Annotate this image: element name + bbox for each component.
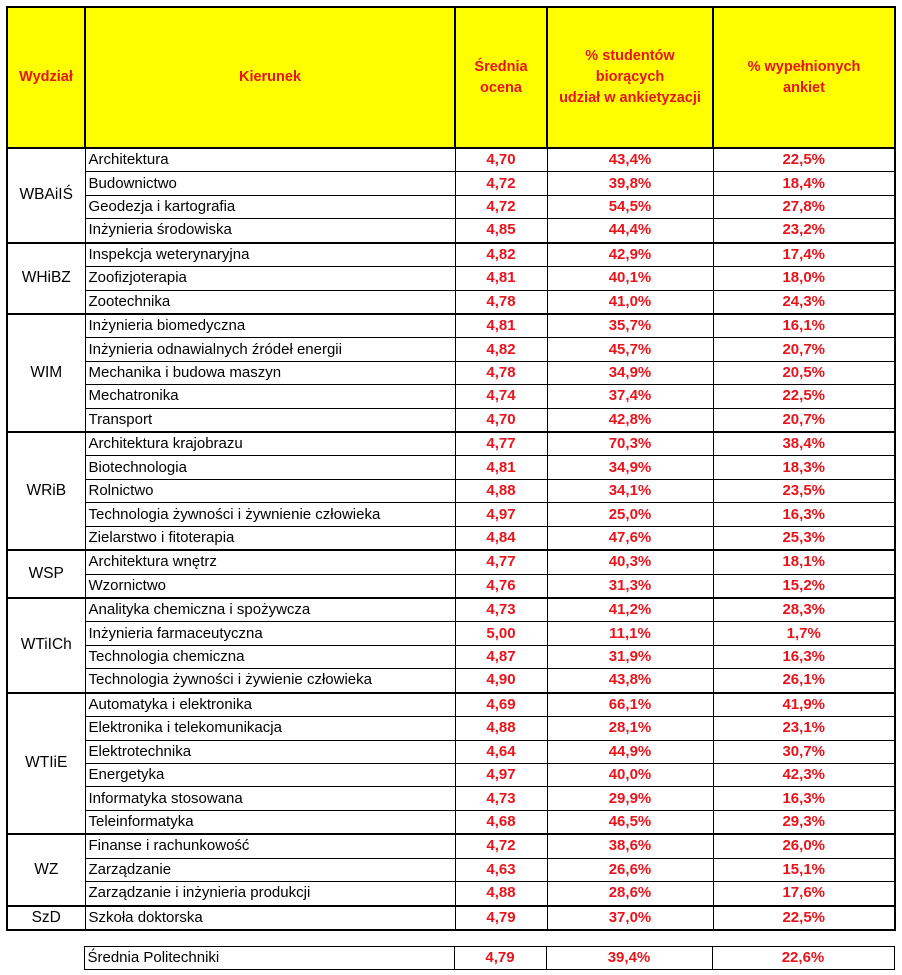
pct-surveys: 18,3%: [713, 456, 895, 479]
header-pct-students-line: % studentów: [585, 48, 675, 64]
program-name: Energetyka: [85, 763, 455, 786]
pct-surveys: 22,5%: [713, 148, 895, 172]
pct-students: 42,8%: [547, 408, 713, 432]
pct-surveys: 16,1%: [713, 314, 895, 338]
table-row: [7, 858, 895, 881]
average-score: 4,72: [455, 834, 547, 858]
header-pct-students-line: biorących: [595, 69, 665, 85]
pct-students: 31,3%: [547, 574, 713, 598]
pct-surveys: 1,7%: [713, 622, 895, 645]
table-row: [7, 550, 895, 574]
pct-surveys: 25,3%: [713, 526, 895, 550]
pct-students: 29,9%: [547, 787, 713, 810]
program-name: Elektronika i telekomunikacja: [85, 717, 455, 740]
average-score: 4,74: [455, 385, 547, 408]
pct-students: 43,8%: [547, 669, 713, 693]
program-name: Zoofizjoterapia: [85, 267, 455, 290]
header-pct-students: [547, 7, 713, 148]
average-score: 4,81: [455, 314, 547, 338]
table-row: [7, 432, 895, 456]
average-score: 4,81: [455, 267, 547, 290]
table-row: [7, 267, 895, 290]
pct-surveys: 16,3%: [713, 787, 895, 810]
table-row: [7, 526, 895, 550]
pct-students: 40,1%: [547, 267, 713, 290]
header-pct-surveys: [713, 7, 895, 148]
program-name: Automatyka i elektronika: [85, 693, 455, 717]
program-name: Zarządzanie: [85, 858, 455, 881]
average-score: 4,73: [455, 598, 547, 622]
pct-surveys: 26,0%: [713, 834, 895, 858]
table-row: [7, 172, 895, 195]
table-row: [7, 195, 895, 218]
program-name: Analityka chemiczna i spożywcza: [85, 598, 455, 622]
summary-blank-cell: [6, 947, 84, 970]
summary-row: [6, 947, 894, 970]
table-row: [7, 787, 895, 810]
program-name: Inżynieria odnawialnych źródeł energii: [85, 338, 455, 361]
table-row: [7, 598, 895, 622]
average-score: 4,84: [455, 526, 547, 550]
pct-students: 44,4%: [547, 219, 713, 243]
table-row: [7, 574, 895, 598]
pct-students: 34,9%: [547, 361, 713, 384]
pct-surveys: 18,1%: [713, 550, 895, 574]
program-name: Inżynieria farmaceutyczna: [85, 622, 455, 645]
table-row: [7, 219, 895, 243]
table-body: [7, 148, 895, 930]
pct-surveys: 22,5%: [713, 906, 895, 930]
table-row: [7, 740, 895, 763]
average-score: 4,82: [455, 243, 547, 267]
program-name: Architektura wnętrz: [85, 550, 455, 574]
pct-students: 34,1%: [547, 479, 713, 502]
pct-surveys: 16,3%: [713, 645, 895, 668]
average-score: 4,64: [455, 740, 547, 763]
header-pct-surveys-line: ankiet: [783, 79, 825, 96]
program-name: Biotechnologia: [85, 456, 455, 479]
average-score: 4,68: [455, 810, 547, 834]
average-score: 4,82: [455, 338, 547, 361]
table-row: [7, 456, 895, 479]
header-pct-students-line: udział w ankietyzacji: [559, 90, 701, 106]
average-score: 4,88: [455, 717, 547, 740]
pct-surveys: 23,1%: [713, 717, 895, 740]
program-name: Rolnictwo: [85, 479, 455, 502]
average-score: 4,81: [455, 456, 547, 479]
pct-surveys: 38,4%: [713, 432, 895, 456]
pct-students: 66,1%: [547, 693, 713, 717]
table-row: [7, 503, 895, 526]
average-score: 4,97: [455, 763, 547, 786]
average-score: 4,73: [455, 787, 547, 810]
program-name: Architektura: [85, 148, 455, 172]
pct-students: 40,3%: [547, 550, 713, 574]
pct-surveys: 27,8%: [713, 195, 895, 218]
program-name: Inżynieria środowiska: [85, 219, 455, 243]
table-row: [7, 763, 895, 786]
table-row: [7, 810, 895, 834]
pct-surveys: 23,5%: [713, 479, 895, 502]
pct-surveys: 20,7%: [713, 408, 895, 432]
pct-surveys: 20,5%: [713, 361, 895, 384]
program-name: Architektura krajobrazu: [85, 432, 455, 456]
header-row: [7, 7, 895, 148]
summary-table: [6, 946, 895, 970]
faculty-cell: WZ: [7, 834, 85, 905]
pct-surveys: 20,7%: [713, 338, 895, 361]
table-row: [7, 408, 895, 432]
average-score: 4,88: [455, 479, 547, 502]
pct-students: 44,9%: [547, 740, 713, 763]
faculty-cell: WHiBZ: [7, 243, 85, 314]
program-name: Szkoła doktorska: [85, 906, 455, 930]
average-score: 4,70: [455, 408, 547, 432]
table-row: [7, 385, 895, 408]
table-row: [7, 834, 895, 858]
pct-students: 34,9%: [547, 456, 713, 479]
pct-students: 38,6%: [547, 834, 713, 858]
program-name: Zootechnika: [85, 290, 455, 314]
average-score: 4,88: [455, 882, 547, 906]
program-name: Wzornictwo: [85, 574, 455, 598]
results-table: [6, 6, 896, 931]
program-name: Zarządzanie i inżynieria produkcji: [85, 882, 455, 906]
pct-surveys: 26,1%: [713, 669, 895, 693]
program-name: Technologia żywności i żywienie człowieka: [85, 669, 455, 693]
pct-surveys: 18,4%: [713, 172, 895, 195]
header-average-line: ocena: [480, 79, 522, 96]
faculty-cell: WTIiE: [7, 693, 85, 835]
table-row: [7, 669, 895, 693]
table-row: [7, 717, 895, 740]
average-score: 4,78: [455, 290, 547, 314]
table-row: [7, 622, 895, 645]
pct-students: 37,4%: [547, 385, 713, 408]
faculty-cell: WBAiIŚ: [7, 148, 85, 243]
pct-surveys: 30,7%: [713, 740, 895, 763]
average-score: 4,90: [455, 669, 547, 693]
pct-students: 43,4%: [547, 148, 713, 172]
pct-students: 45,7%: [547, 338, 713, 361]
program-name: Technologia chemiczna: [85, 645, 455, 668]
pct-students: 41,2%: [547, 598, 713, 622]
summary-label: Średnia Politechniki: [84, 947, 454, 970]
pct-students: 28,1%: [547, 717, 713, 740]
average-score: 4,85: [455, 219, 547, 243]
table-row: [7, 338, 895, 361]
pct-surveys: 17,4%: [713, 243, 895, 267]
summary-average: 4,79: [454, 947, 546, 970]
header-program: Kierunek: [85, 7, 455, 148]
faculty-cell: SzD: [7, 906, 85, 930]
header-pct-surveys-line: % wypełnionych: [747, 58, 861, 75]
table-row: [7, 693, 895, 717]
pct-surveys: 41,9%: [713, 693, 895, 717]
average-score: 4,76: [455, 574, 547, 598]
pct-students: 28,6%: [547, 882, 713, 906]
pct-students: 70,3%: [547, 432, 713, 456]
pct-surveys: 18,0%: [713, 267, 895, 290]
table-row: [7, 361, 895, 384]
pct-students: 26,6%: [547, 858, 713, 881]
pct-students: 11,1%: [547, 622, 713, 645]
table-row: [7, 148, 895, 172]
program-name: Inspekcja weterynaryjna: [85, 243, 455, 267]
table-row: [7, 290, 895, 314]
program-name: Elektrotechnika: [85, 740, 455, 763]
table-row: [7, 314, 895, 338]
average-score: 4,70: [455, 148, 547, 172]
pct-students: 54,5%: [547, 195, 713, 218]
pct-surveys: 29,3%: [713, 810, 895, 834]
program-name: Finanse i rachunkowość: [85, 834, 455, 858]
table-row: [7, 479, 895, 502]
average-score: 4,72: [455, 195, 547, 218]
program-name: Inżynieria biomedyczna: [85, 314, 455, 338]
faculty-cell: WIM: [7, 314, 85, 432]
pct-surveys: 22,5%: [713, 385, 895, 408]
table-row: [7, 243, 895, 267]
average-score: 5,00: [455, 622, 547, 645]
program-name: Zielarstwo i fitoterapia: [85, 526, 455, 550]
program-name: Geodezja i kartografia: [85, 195, 455, 218]
header-average: [455, 7, 547, 148]
average-score: 4,77: [455, 550, 547, 574]
pct-surveys: 42,3%: [713, 763, 895, 786]
average-score: 4,97: [455, 503, 547, 526]
header-average-line: Średnia: [474, 58, 528, 75]
pct-surveys: 15,2%: [713, 574, 895, 598]
summary-pct-students: 39,4%: [546, 947, 712, 970]
program-name: Informatyka stosowana: [85, 787, 455, 810]
pct-students: 46,5%: [547, 810, 713, 834]
table-row: [7, 645, 895, 668]
average-score: 4,78: [455, 361, 547, 384]
pct-surveys: 23,2%: [713, 219, 895, 243]
program-name: Technologia żywności i żywnienie człowieka: [85, 503, 455, 526]
faculty-cell: WSP: [7, 550, 85, 598]
average-score: 4,63: [455, 858, 547, 881]
pct-students: 37,0%: [547, 906, 713, 930]
pct-surveys: 15,1%: [713, 858, 895, 881]
table-row: [7, 906, 895, 930]
program-name: Mechanika i budowa maszyn: [85, 361, 455, 384]
summary-pct-surveys: 22,6%: [712, 947, 894, 970]
pct-surveys: 16,3%: [713, 503, 895, 526]
pct-students: 40,0%: [547, 763, 713, 786]
pct-students: 42,9%: [547, 243, 713, 267]
program-name: Mechatronika: [85, 385, 455, 408]
average-score: 4,77: [455, 432, 547, 456]
program-name: Budownictwo: [85, 172, 455, 195]
average-score: 4,69: [455, 693, 547, 717]
pct-students: 31,9%: [547, 645, 713, 668]
header-faculty: Wydział: [7, 7, 85, 148]
faculty-cell: WTiICh: [7, 598, 85, 693]
pct-surveys: 24,3%: [713, 290, 895, 314]
program-name: Transport: [85, 408, 455, 432]
pct-students: 25,0%: [547, 503, 713, 526]
pct-surveys: 28,3%: [713, 598, 895, 622]
pct-students: 41,0%: [547, 290, 713, 314]
pct-students: 39,8%: [547, 172, 713, 195]
pct-surveys: 17,6%: [713, 882, 895, 906]
program-name: Teleinformatyka: [85, 810, 455, 834]
faculty-cell: WRiB: [7, 432, 85, 550]
table-row: [7, 882, 895, 906]
pct-students: 35,7%: [547, 314, 713, 338]
average-score: 4,87: [455, 645, 547, 668]
average-score: 4,72: [455, 172, 547, 195]
average-score: 4,79: [455, 906, 547, 930]
pct-students: 47,6%: [547, 526, 713, 550]
